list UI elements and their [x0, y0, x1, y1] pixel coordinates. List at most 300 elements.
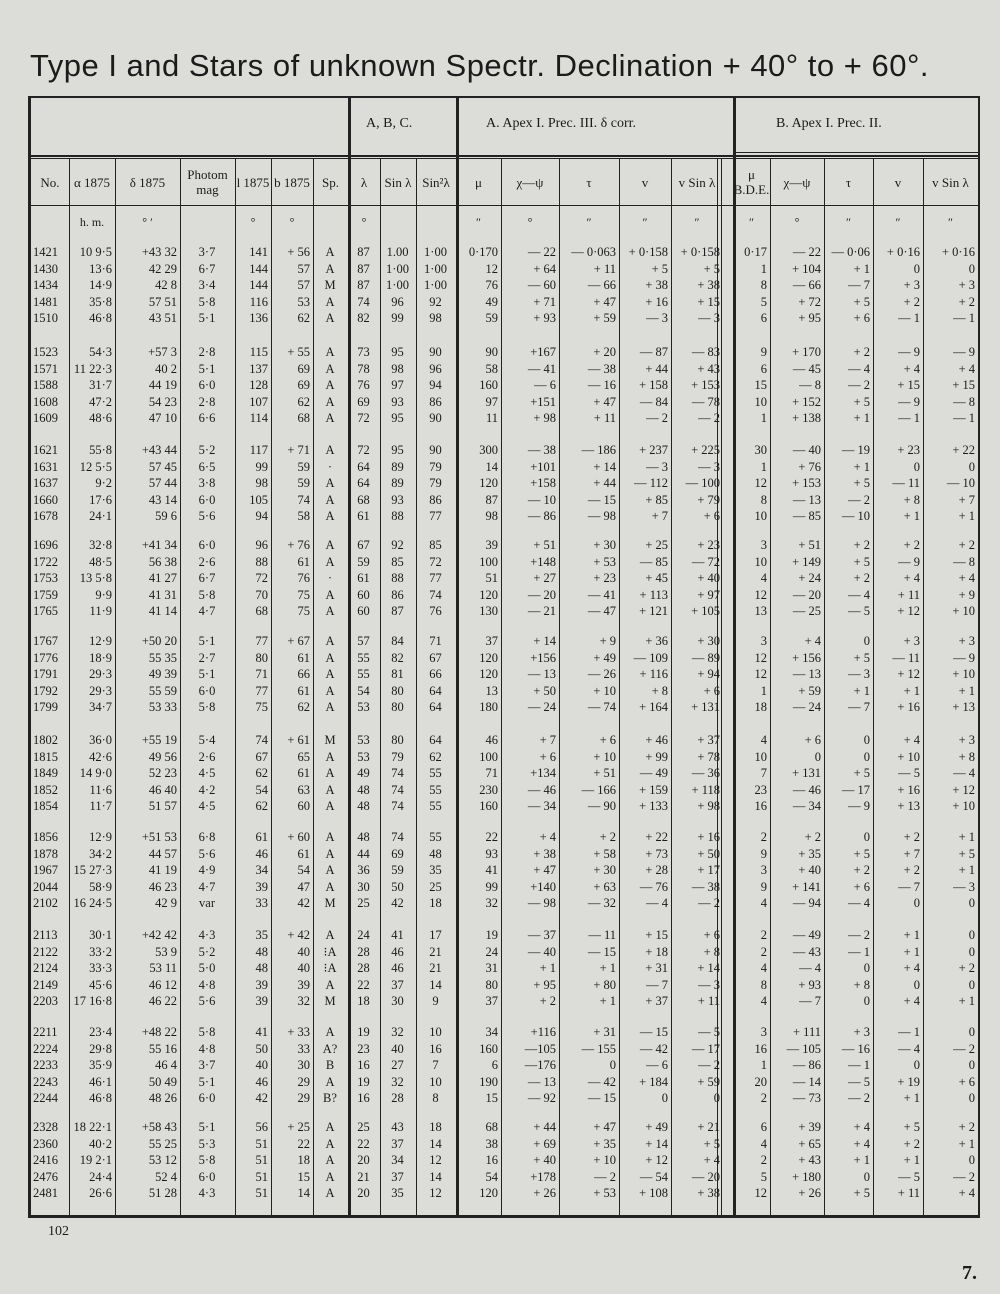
- table-cell: 62: [297, 394, 310, 409]
- table-cell: + 2: [853, 538, 870, 552]
- table-cell: 11·6: [89, 782, 112, 797]
- table-cell: — 9: [898, 394, 920, 409]
- table-cell: — 43: [792, 944, 821, 959]
- table-cell: 14: [429, 977, 442, 992]
- column-rule: [721, 158, 722, 1218]
- table-cell: 5·0: [198, 961, 216, 975]
- table-cell: + 1: [539, 961, 556, 975]
- table-cell: 18 22·1: [73, 1120, 112, 1134]
- table-cell: + 85: [645, 492, 668, 507]
- column-header: μ B.D.E.: [733, 167, 770, 197]
- table-cell: + 10: [593, 683, 616, 698]
- column-rule: [824, 158, 825, 1218]
- table-cell: + 61: [287, 733, 310, 747]
- table-cell: — 16: [841, 1041, 870, 1056]
- table-cell: 74: [357, 294, 370, 309]
- table-cell: — 38: [587, 361, 616, 376]
- table-cell: + 133: [639, 799, 668, 813]
- table-cell: — 11: [892, 476, 920, 490]
- table-cell: 0: [913, 261, 920, 276]
- table-cell: 1588: [33, 378, 58, 392]
- table-cell: A: [325, 1169, 335, 1184]
- table-cell: + 23: [897, 443, 920, 457]
- table-cell: — 24: [527, 700, 556, 714]
- table-cell: 92: [391, 538, 404, 552]
- table-cell: + 22: [952, 443, 975, 457]
- table-cell: — 25: [792, 604, 821, 618]
- table-cell: + 38: [533, 846, 556, 861]
- table-cell: 42: [255, 1091, 268, 1105]
- column-rule: [115, 158, 116, 1218]
- table-cell: 55·8: [89, 443, 112, 457]
- table-cell: 75: [297, 587, 310, 602]
- table-cell: 60: [357, 604, 370, 618]
- table-cell: + 170: [792, 345, 821, 359]
- table-cell: 57 51: [148, 294, 177, 309]
- table-cell: 64: [429, 733, 442, 747]
- table-cell: — 13: [792, 667, 821, 681]
- table-cell: 20: [357, 1153, 370, 1167]
- table-cell: 72: [255, 571, 268, 585]
- table-cell: 67: [429, 650, 442, 665]
- table-cell: + 5: [703, 261, 720, 276]
- table-cell: + 2: [903, 294, 920, 309]
- table-cell: — 73: [792, 1091, 821, 1105]
- table-cell: — 3: [698, 977, 720, 992]
- table-cell: 41: [391, 928, 404, 942]
- table-cell: — 2: [848, 378, 870, 392]
- table-cell: 40 2: [155, 361, 177, 376]
- table-cell: 25: [429, 879, 442, 894]
- unit-label: °: [250, 215, 256, 229]
- table-cell: — 87: [639, 345, 668, 359]
- table-cell: — 98: [527, 896, 556, 910]
- table-cell: 74: [255, 733, 268, 747]
- table-cell: 48: [357, 782, 370, 797]
- table-cell: + 93: [798, 977, 821, 992]
- table-cell: 0: [968, 261, 975, 276]
- table-cell: 21: [429, 961, 442, 975]
- table-cell: + 6: [853, 879, 870, 894]
- table-cell: — 76: [639, 879, 668, 894]
- table-cell: 4·3: [198, 928, 216, 942]
- table-cell: 2·8: [198, 345, 216, 359]
- table-cell: 23: [357, 1041, 370, 1056]
- table-cell: + 16: [897, 782, 920, 797]
- table-cell: — 8: [953, 554, 975, 569]
- table-cell: 31: [485, 961, 498, 975]
- table-cell: A: [325, 799, 335, 813]
- table-cell: + 98: [533, 411, 556, 425]
- table-cell: 2·6: [198, 749, 216, 764]
- table-cell: 1: [760, 683, 767, 698]
- table-cell: 40: [391, 1041, 404, 1056]
- table-cell: 12·9: [89, 830, 112, 844]
- table-cell: 65: [297, 749, 310, 764]
- table-cell: + 28: [645, 863, 668, 877]
- table-cell: — 15: [639, 1025, 668, 1039]
- table-cell: 46: [255, 846, 268, 861]
- table-cell: 0·170: [468, 245, 498, 259]
- column-rule: [873, 158, 874, 1218]
- table-cell: — 1: [898, 1025, 920, 1039]
- table-cell: — 8: [953, 394, 975, 409]
- table-cell: 43: [391, 1120, 404, 1134]
- table-cell: 62: [429, 749, 442, 764]
- table-cell: — 20: [792, 587, 821, 602]
- unit-label: ″: [586, 215, 592, 229]
- table-cell: 1·00: [424, 245, 447, 259]
- group-header-abc: A, B, C.: [366, 116, 413, 131]
- table-cell: 100: [479, 749, 498, 764]
- table-cell: 93: [485, 846, 498, 861]
- table-cell: + 93: [533, 311, 556, 325]
- table-cell: 69: [297, 361, 310, 376]
- table-cell: 13: [754, 604, 767, 618]
- table-cell: 41 19: [148, 863, 177, 877]
- table-cell: 53: [297, 294, 310, 309]
- table-cell: + 17: [697, 863, 720, 877]
- table-cell: 89: [391, 476, 404, 490]
- table-cell: 99: [391, 311, 404, 325]
- table-cell: 1722: [33, 554, 58, 569]
- table-cell: A: [325, 667, 335, 681]
- table-cell: 74: [391, 830, 404, 844]
- table-cell: + 1: [958, 1136, 975, 1151]
- table-cell: — 2: [953, 1169, 975, 1184]
- table-cell: 16: [429, 1041, 442, 1056]
- table-cell: + 0·158: [680, 245, 720, 259]
- table-cell: 99: [485, 879, 498, 894]
- table-cell: — 17: [691, 1041, 720, 1056]
- table-cell: 1523: [33, 345, 58, 359]
- table-cell: 20: [754, 1074, 767, 1089]
- table-cell: A: [325, 1120, 335, 1134]
- table-cell: — 10: [841, 509, 870, 523]
- table-cell: 93: [391, 394, 404, 409]
- table-cell: 3: [760, 634, 767, 648]
- table-cell: 51 28: [148, 1186, 177, 1200]
- table-cell: B?: [323, 1091, 337, 1105]
- table-cell: + 5: [903, 1120, 920, 1134]
- table-cell: 97: [391, 378, 404, 392]
- table-cell: 56: [255, 1120, 268, 1134]
- table-cell: +48 22: [141, 1025, 177, 1039]
- table-cell: 1759: [33, 587, 58, 602]
- table-cell: 74: [429, 587, 442, 602]
- table-cell: 49 56: [148, 749, 177, 764]
- table-cell: + 7: [958, 492, 975, 507]
- table-cell: 46·8: [89, 1091, 112, 1105]
- table-cell: 54: [255, 782, 268, 797]
- table-cell: + 76: [798, 459, 821, 474]
- table-cell: + 38: [697, 278, 720, 292]
- table-cell: + 4: [703, 1153, 720, 1167]
- table-cell: 14: [297, 1186, 310, 1200]
- table-cell: 10: [754, 749, 767, 764]
- table-cell: 0: [913, 896, 920, 910]
- table-cell: — 34: [792, 799, 821, 813]
- table-cell: + 38: [697, 1186, 720, 1200]
- table-cell: 141: [249, 245, 268, 259]
- table-cell: +43 44: [141, 443, 177, 457]
- table-cell: + 131: [792, 766, 821, 780]
- table-cell: + 94: [697, 667, 720, 681]
- table-cell: + 141: [792, 879, 821, 894]
- table-cell: — 90: [587, 799, 616, 813]
- table-cell: A: [325, 863, 335, 877]
- table-cell: 39: [485, 538, 498, 552]
- table-cell: 59: [485, 311, 498, 325]
- table-cell: 1637: [33, 476, 58, 490]
- table-cell: 8: [760, 278, 767, 292]
- table-cell: 31·7: [89, 378, 112, 392]
- table-cell: 77: [429, 571, 442, 585]
- table-cell: 1815: [33, 749, 58, 764]
- table-cell: — 20: [527, 587, 556, 602]
- table-cell: + 2: [539, 994, 556, 1008]
- table-cell: 5·1: [198, 634, 216, 648]
- table-cell: +50 20: [141, 634, 177, 648]
- table-cell: 78: [357, 361, 370, 376]
- table-cell: — 41: [587, 587, 616, 602]
- table-cell: 1852: [33, 782, 58, 797]
- column-header: v Sin λ: [678, 174, 716, 190]
- table-cell: 1·00: [386, 278, 409, 292]
- table-cell: 14: [429, 1136, 442, 1151]
- table-cell: + 184: [639, 1074, 668, 1089]
- table-cell: — 72: [691, 554, 720, 569]
- column-rule: [380, 158, 381, 1218]
- table-cell: 160: [479, 799, 498, 813]
- table-cell: 0: [713, 1091, 720, 1105]
- table-cell: 0: [609, 1058, 616, 1072]
- table-cell: 53 33: [148, 700, 177, 714]
- table-cell: — 9: [953, 650, 975, 665]
- table-cell: + 1: [903, 509, 920, 523]
- table-cell: 14 9·0: [79, 766, 112, 780]
- table-cell: + 1: [853, 683, 870, 698]
- table-cell: 22: [357, 977, 370, 992]
- table-cell: + 30: [697, 634, 720, 648]
- table-cell: + 1: [903, 928, 920, 942]
- table-cell: 0: [863, 830, 870, 844]
- table-cell: 0: [968, 977, 975, 992]
- table-cell: — 89: [691, 650, 720, 665]
- table-cell: 43 51: [148, 311, 177, 325]
- table-cell: + 1: [599, 994, 616, 1008]
- table-cell: 2: [760, 830, 767, 844]
- table-cell: 2224: [33, 1041, 58, 1056]
- table-cell: + 50: [697, 846, 720, 861]
- table-cell: + 6: [539, 749, 556, 764]
- table-cell: + 2: [853, 571, 870, 585]
- column-rule: [235, 158, 236, 1218]
- column-header: v: [894, 174, 902, 190]
- table-cell: 42: [391, 896, 404, 910]
- table-cell: + 116: [639, 667, 668, 681]
- table-cell: + 22: [645, 830, 668, 844]
- table-cell: 88: [391, 571, 404, 585]
- table-cell: 47: [297, 879, 310, 894]
- table-cell: + 14: [645, 1136, 668, 1151]
- table-cell: 1: [760, 1058, 767, 1072]
- table-cell: 27: [391, 1058, 404, 1072]
- table-cell: 92: [429, 294, 442, 309]
- table-cell: 29·3: [89, 683, 112, 698]
- table-cell: 45·6: [89, 977, 112, 992]
- table-cell: + 24: [798, 571, 821, 585]
- table-cell: + 31: [593, 1025, 616, 1039]
- table-cell: 190: [479, 1074, 498, 1089]
- table-cell: 1609: [33, 411, 58, 425]
- table-cell: + 3: [958, 634, 975, 648]
- table-cell: + 113: [639, 587, 668, 602]
- table-cell: 6: [760, 1120, 767, 1134]
- unit-label: ″: [846, 215, 851, 229]
- table-cell: 29: [297, 1091, 310, 1105]
- table-cell: A: [325, 879, 335, 894]
- table-cell: 46·1: [89, 1074, 112, 1089]
- table-cell: 9: [760, 879, 767, 894]
- group-header-a: A. Apex I. Prec. III. δ corr.: [486, 116, 637, 131]
- table-cell: 96: [391, 294, 404, 309]
- table-cell: — 1: [898, 411, 920, 425]
- table-cell: 2149: [33, 977, 58, 992]
- table-cell: 24: [357, 928, 370, 942]
- table-cell: — 7: [848, 700, 870, 714]
- table-cell: + 71: [287, 443, 310, 457]
- table-cell: 46: [255, 1074, 268, 1089]
- table-cell: A: [325, 650, 335, 665]
- table-cell: A: [325, 245, 335, 259]
- table-cell: + 12: [897, 667, 920, 681]
- table-cell: 39: [255, 994, 268, 1008]
- table-cell: + 1: [958, 509, 975, 523]
- table-cell: + 59: [593, 311, 616, 325]
- table-cell: 59: [357, 554, 370, 569]
- table-cell: + 37: [697, 733, 720, 747]
- table-cell: 1: [760, 411, 767, 425]
- table-cell: 52 4: [155, 1169, 177, 1184]
- table-cell: A: [325, 311, 335, 325]
- table-cell: 95: [391, 411, 404, 425]
- table-cell: 6·0: [198, 378, 216, 392]
- table-cell: — 46: [792, 782, 821, 797]
- table-cell: + 37: [645, 994, 668, 1008]
- table-cell: 57: [357, 634, 370, 648]
- table-cell: + 1: [958, 994, 975, 1008]
- table-cell: + 98: [697, 799, 720, 813]
- table-cell: + 158: [639, 378, 668, 392]
- table-cell: 2244: [33, 1091, 58, 1105]
- table-cell: 36: [357, 863, 370, 877]
- table-cell: 34: [391, 1153, 404, 1167]
- table-cell: 1799: [33, 700, 58, 714]
- table-cell: 10: [754, 394, 767, 409]
- table-cell: 40: [297, 944, 310, 959]
- table-cell: + 4: [804, 634, 821, 648]
- table-cell: 41 27: [148, 571, 177, 585]
- table-cell: 26·6: [89, 1186, 112, 1200]
- table-cell: + 3: [958, 278, 975, 292]
- table-cell: — 5: [848, 1074, 870, 1089]
- table-cell: 1621: [33, 443, 58, 457]
- table-cell: 68: [297, 411, 310, 425]
- table-cell: 6·0: [198, 492, 216, 507]
- table-cell: 0: [863, 733, 870, 747]
- table-cell: 1678: [33, 509, 58, 523]
- table-cell: — 19: [841, 443, 870, 457]
- table-cell: + 78: [697, 749, 720, 764]
- table-cell: +134: [530, 766, 556, 780]
- table-cell: + 4: [903, 994, 920, 1008]
- table-cell: — 9: [953, 345, 975, 359]
- table-cell: A: [325, 830, 335, 844]
- table-cell: 48: [357, 830, 370, 844]
- table-cell: 64: [357, 459, 370, 474]
- table-cell: 51: [255, 1153, 268, 1167]
- table-cell: + 8: [958, 749, 975, 764]
- table-cell: +57 3: [148, 345, 177, 359]
- column-header: μ: [475, 174, 482, 190]
- table-cell: 42·6: [89, 749, 112, 764]
- table-cell: — 20: [691, 1169, 720, 1184]
- table-cell: + 138: [792, 411, 821, 425]
- table-cell: — 9: [898, 345, 920, 359]
- table-cell: 97: [485, 394, 498, 409]
- table-cell: 96: [429, 361, 442, 376]
- table-cell: 57 45: [148, 459, 177, 474]
- table-cell: 29: [297, 1074, 310, 1089]
- table-cell: 2·8: [198, 394, 216, 409]
- table-cell: — 4: [848, 361, 870, 376]
- column-rule: [619, 158, 620, 1218]
- table-cell: — 10: [527, 492, 556, 507]
- table-cell: 1608: [33, 394, 58, 409]
- table-cell: 5·1: [198, 1074, 216, 1089]
- column-rule: [770, 158, 771, 1218]
- table-cell: + 51: [798, 538, 821, 552]
- table-cell: 25: [357, 896, 370, 910]
- table-cell: — 98: [587, 509, 616, 523]
- table-cell: + 44: [593, 476, 616, 490]
- table-cell: — 7: [799, 994, 821, 1008]
- table-cell: 54: [485, 1169, 498, 1184]
- table-cell: 300: [479, 443, 498, 457]
- table-cell: 2122: [33, 944, 58, 959]
- table-cell: 34·7: [89, 700, 112, 714]
- table-cell: 17·6: [89, 492, 112, 507]
- table-cell: 44: [357, 846, 370, 861]
- table-cell: 54: [297, 863, 310, 877]
- table-cell: A: [325, 492, 335, 507]
- table-cell: + 4: [853, 1136, 870, 1151]
- table-cell: + 4: [903, 961, 920, 975]
- table-cell: +156: [530, 650, 556, 665]
- table-cell: + 6: [804, 733, 821, 747]
- table-cell: — 16: [587, 378, 616, 392]
- table-cell: 51: [255, 1186, 268, 1200]
- table-cell: 55: [429, 782, 442, 797]
- table-cell: 49: [357, 766, 370, 780]
- table-cell: 0: [968, 459, 975, 474]
- table-cell: 1571: [33, 361, 58, 376]
- table-cell: + 8: [651, 683, 668, 698]
- table-cell: + 2: [903, 830, 920, 844]
- table-cell: + 55: [287, 345, 310, 359]
- table-cell: + 18: [645, 944, 668, 959]
